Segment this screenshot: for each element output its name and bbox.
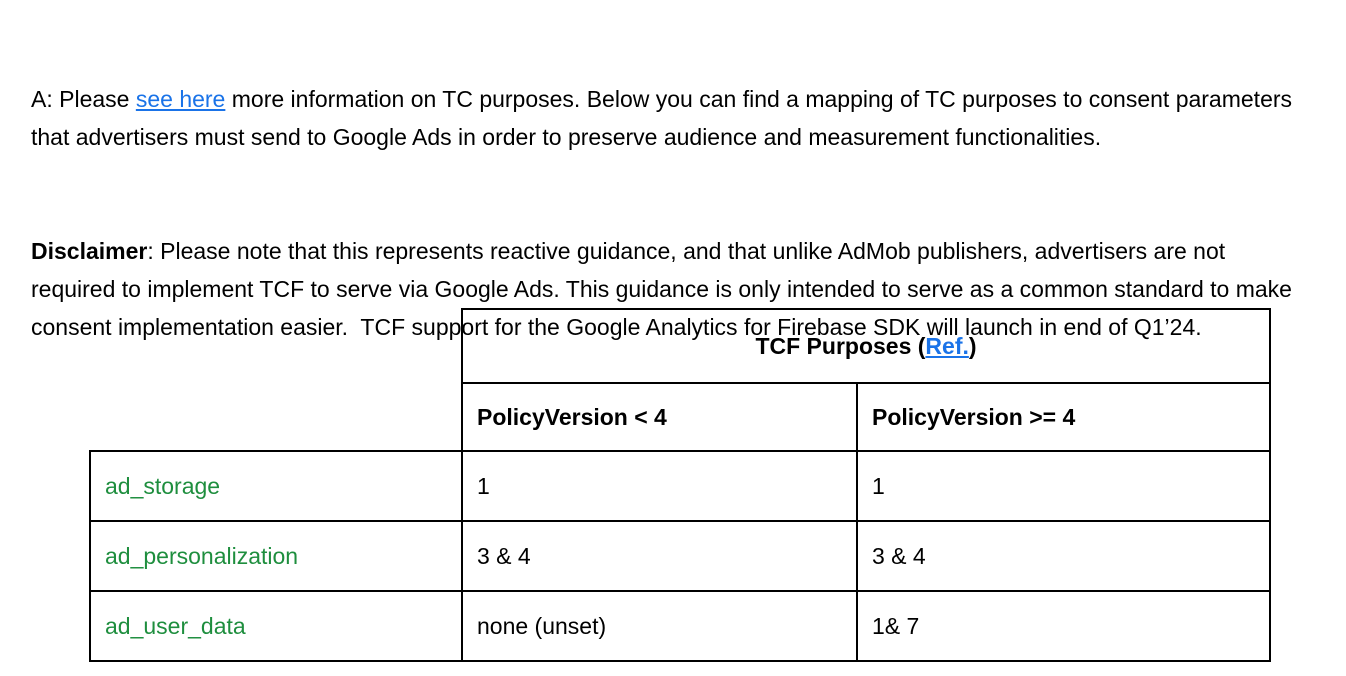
- column-header-policy-gte-4: PolicyVersion >= 4: [857, 383, 1270, 451]
- cell-ad-personalization-policy-gte-4: 3 & 4: [857, 521, 1270, 591]
- answer-text-suffix: more information on TC purposes. Below you can find a mapping of TC purposes to consent parameters that advertisers must send to Google Ads in order to preserve audience and measurement functionalities.: [31, 86, 1299, 150]
- table-title-prefix: TCF Purposes (: [755, 332, 926, 359]
- table-row-ad-storage: [90, 451, 1270, 521]
- table-title-suffix: ): [968, 332, 977, 359]
- column-header-policy-lt-4: PolicyVersion < 4: [462, 383, 857, 451]
- table-title-cell: [462, 309, 1270, 383]
- cell-ad-user-data-policy-lt-4: none (unset): [462, 591, 857, 661]
- row-label-ad-storage: ad_storage: [90, 451, 462, 521]
- ref-link[interactable]: Ref.: [925, 332, 969, 359]
- cell-ad-storage-policy-lt-4: 1: [462, 451, 857, 521]
- row-label-ad-personalization: ad_personalization: [90, 521, 462, 591]
- cell-ad-user-data-policy-gte-4: 1& 7: [857, 591, 1270, 661]
- row-label-ad-user-data: ad_user_data: [90, 591, 462, 661]
- answer-paragraph: [31, 80, 1311, 156]
- answer-text-prefix: A: Please: [31, 86, 136, 112]
- table-row-ad-personalization: [90, 521, 1270, 591]
- see-here-link[interactable]: see here: [135, 86, 226, 112]
- disclaimer-label: Disclaimer: [31, 238, 148, 264]
- table-title-row: [90, 309, 1270, 383]
- tcf-purposes-table: [89, 308, 1271, 662]
- table-row-ad-user-data: [90, 591, 1270, 661]
- cell-ad-personalization-policy-lt-4: 3 & 4: [462, 521, 857, 591]
- cell-ad-storage-policy-gte-4: 1: [857, 451, 1270, 521]
- table-corner-spacer: [90, 383, 462, 451]
- table-column-header-row: [90, 383, 1270, 451]
- table-corner-spacer: [90, 309, 462, 383]
- disclaimer-text: : Please note that this represents reactive guidance, and that unlike AdMob publishers, advertisers are not required to implement TCF to serve via Google Ads. This guidance is only intended to serve as a common standard to make consent implementation easier. TCF support for the Google Analytics for Firebase SDK will launch in end of Q1’24.: [31, 238, 1299, 340]
